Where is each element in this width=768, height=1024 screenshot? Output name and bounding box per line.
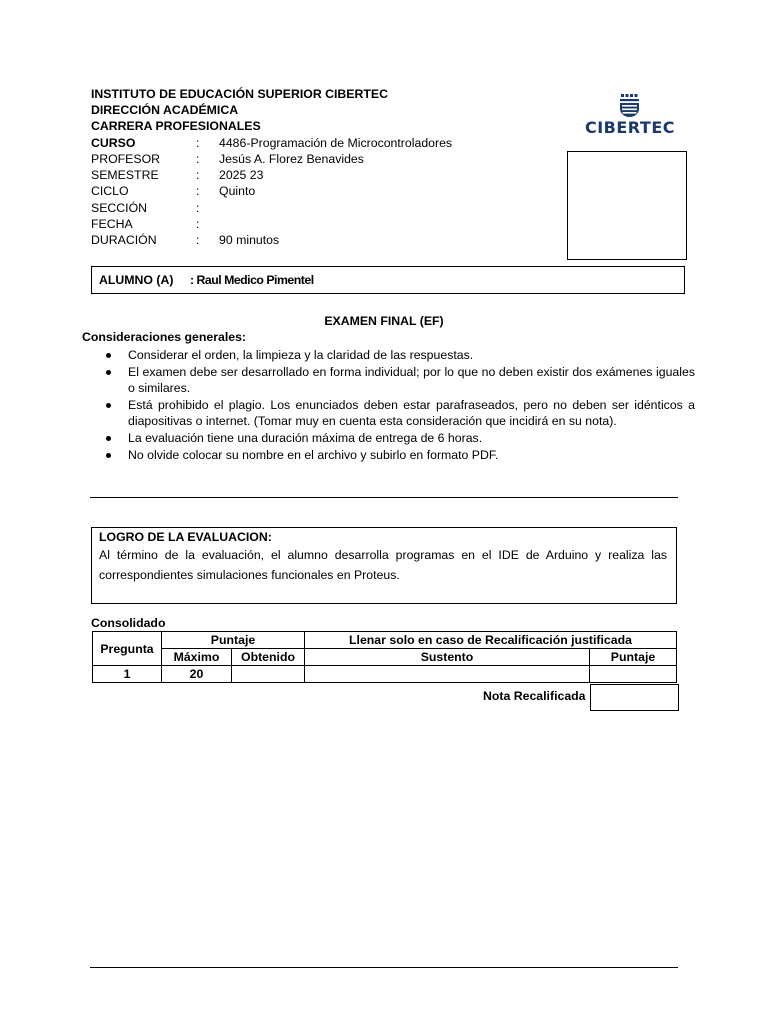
considerations-list (104, 347, 695, 463)
divider (90, 497, 678, 498)
logro-title: LOGRO DE LA EVALUACION: (99, 530, 272, 544)
info-label: SECCIÓN (91, 201, 148, 215)
info-colon: : (196, 136, 200, 150)
list-item: Considerar el orden, la limpieza y la claridad de las respuestas. (104, 347, 695, 364)
logro-box (91, 527, 677, 604)
cell-puntaje[interactable] (590, 666, 677, 683)
info-value: Quinto (219, 184, 256, 198)
info-label: CURSO (91, 136, 136, 150)
info-colon: : (196, 233, 200, 247)
header-sustento: Sustento (305, 649, 590, 666)
logro-text: Al término de la evaluación, el alumno desarrolla programas en el IDE de Arduino y realiza las correspondientes simulaciones funcionales en Proteus. (99, 548, 667, 582)
nota-box[interactable] (590, 684, 679, 711)
header-puntaje: Puntaje (162, 632, 305, 649)
info-colon: : (196, 201, 200, 215)
cell-obtenido[interactable] (232, 666, 305, 683)
info-label: FECHA (91, 217, 133, 231)
header-puntaje-recal: Puntaje (590, 649, 677, 666)
info-label: CICLO (91, 184, 129, 198)
consolidado-title: Consolidado (91, 616, 166, 630)
academic-direction: DIRECCIÓN ACADÉMICA (91, 103, 239, 117)
info-value: 90 minutos (219, 233, 280, 247)
cell-sustento[interactable] (305, 666, 590, 683)
info-colon: : (196, 168, 200, 182)
header-pregunta: Pregunta (93, 632, 162, 666)
cibertec-logo (579, 92, 681, 138)
list-item: La evaluación tiene una duración máxima de entrega de 6 horas. (104, 430, 695, 447)
table-row (93, 666, 677, 683)
info-colon: : (196, 217, 200, 231)
cell-maximo: 20 (162, 666, 232, 683)
institution-name: INSTITUTO DE EDUCACIÓN SUPERIOR CIBERTEC (91, 87, 388, 101)
info-value: Jesús A. Florez Benavides (219, 152, 364, 166)
logo-wordmark: CIBERTEC (584, 118, 675, 137)
info-value: 4486-Programación de Microcontroladores (219, 136, 453, 150)
footer-divider (90, 967, 678, 968)
info-colon: : (196, 184, 200, 198)
photo-box (567, 151, 687, 260)
crest-icon (579, 92, 681, 120)
list-item: Está prohibido el plagio. Los enunciados deben estar parafraseados, pero no deben ser idénticos a diapositivas o internet. (Tomar muy en cuenta esta consideración que incidirá en su nota). (104, 397, 695, 430)
student-box (91, 266, 685, 294)
list-item: No olvide colocar su nombre en el archivo y subirlo en formato PDF. (104, 447, 695, 464)
list-item: El examen debe ser desarrollado en forma individual; por lo que no deben existir dos exámenes iguales o similares. (104, 364, 695, 397)
student-name: : Raul Medico Pimentel (190, 273, 314, 287)
career-line: CARRERA PROFESIONALES (91, 119, 261, 133)
header-maximo: Máximo (162, 649, 232, 666)
cell-pregunta: 1 (93, 666, 162, 683)
exam-title: EXAMEN FINAL (EF) (324, 314, 444, 328)
info-label: PROFESOR (91, 152, 161, 166)
consolidado-table (92, 631, 677, 683)
nota-recalificada (483, 684, 678, 710)
info-label: DURACIÓN (91, 233, 157, 247)
info-label: SEMESTRE (91, 168, 159, 182)
header-obtenido: Obtenido (232, 649, 305, 666)
considerations-title: Consideraciones generales: (82, 330, 247, 344)
header-recalificacion: Llenar solo en caso de Recalificación justificada (305, 632, 677, 649)
nota-label: Nota Recalificada (483, 689, 586, 703)
student-label: ALUMNO (A) (99, 273, 174, 287)
info-colon: : (196, 152, 200, 166)
info-value: 2025 23 (219, 168, 264, 182)
